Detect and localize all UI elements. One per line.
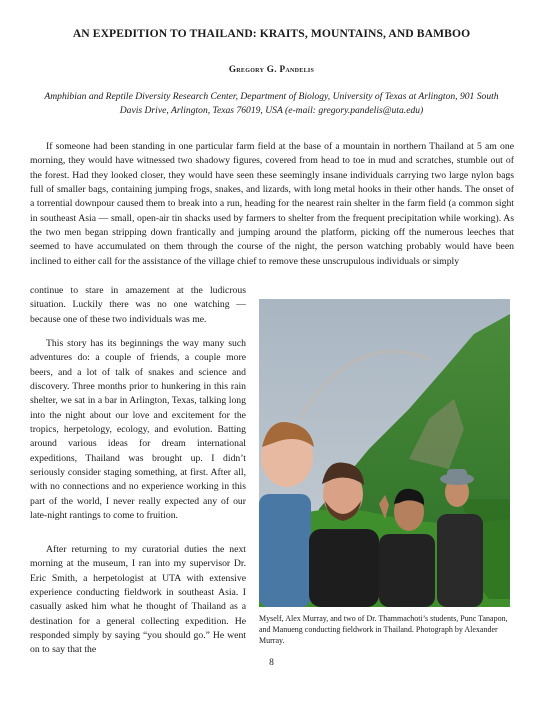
paragraph-1: If someone had been standing in one particular farm field at the base of a mountain in northern Thailand at 5 am one morning, they would have witnessed two shadowy figures, covered from head to toe in mud and scratches, stumble out of the forest. Had they looked closer, they would have seen these seemingly insane individuals carrying two large nylon bags full of smaller bags, containing jumping frogs, snakes, and lizards, with long metal hooks in their other hands. The onset of a torrential downpour caused them to break into a run, heading for the nearest rain shelter in the farm field (a common sight in southeast Asia — small, open-air tin shacks used by farmers to shelter from the frequent precipitation while working). As the two men began stripping down frantically and jumping around the platform, picking off the numerous leeches that seemed to have accumulated on them through the course of the night, the person watching probably would have been inclined to either call for the assistance of the village chief to remove these unscrupulous individuals or simply bbox=[30, 141, 514, 267]
author-affiliation: Amphibian and Reptile Diversity Research Center, Department of Biology, University of Texas at Arlington, 901 South Davis Drive, Arlington, Texas 76019, USA (e-mail: gregory.pandelis@uta.edu) bbox=[44, 91, 499, 116]
person-1 bbox=[259, 422, 314, 607]
field-photograph bbox=[259, 299, 510, 607]
article-title: AN EXPEDITION TO THAILAND: KRAITS, MOUNTAINS, AND BAMBOO bbox=[72, 27, 471, 40]
article-author: Gregory G. Pandelis bbox=[228, 64, 315, 74]
photo-caption: Myself, Alex Murray, and two of Dr. Thammachoti’s students, Punc Tanapon, and Manueng conducting fieldwork in Thailand. Photograph by Alexander Murray. bbox=[259, 614, 508, 645]
paragraph-1-continued: continue to stare in amazement at the ludicrous situation. Luckily there was no one watching — because one of these two individuals was me. bbox=[30, 285, 246, 325]
paragraph-2: This story has its beginnings the way many such adventures do: a couple of friends, a couple more beers, and a lot of talk of snakes and science and discovery. Three months prior to hunkering in this rain shelter, we sat in a bar in Arlington, Texas, talking long into the night about our love and excitement for the tropics, herpetology, ecology, and evolution. Batting around various ideas for dream international expeditions, Thailand was brought up. I didn’t seriously consider staging something, at first. After all, with no connections and no experience working in this part of the world, I never really expected any of our late-night rantings to come to fruition. bbox=[30, 338, 246, 522]
page-number: 8 bbox=[269, 658, 274, 668]
photo-illustration bbox=[259, 299, 510, 607]
paragraph-3: After returning to my curatorial duties the next morning at the museum, I ran into my supervisor Dr. Eric Smith, a herpetologist at UTA with extensive experience conducting fieldwork in southeast Asia. I casually asked him what he thought of Thailand as a destination for a general collecting expedition. He responded simply by saying “you should go.” He went on to say that the bbox=[30, 544, 246, 656]
